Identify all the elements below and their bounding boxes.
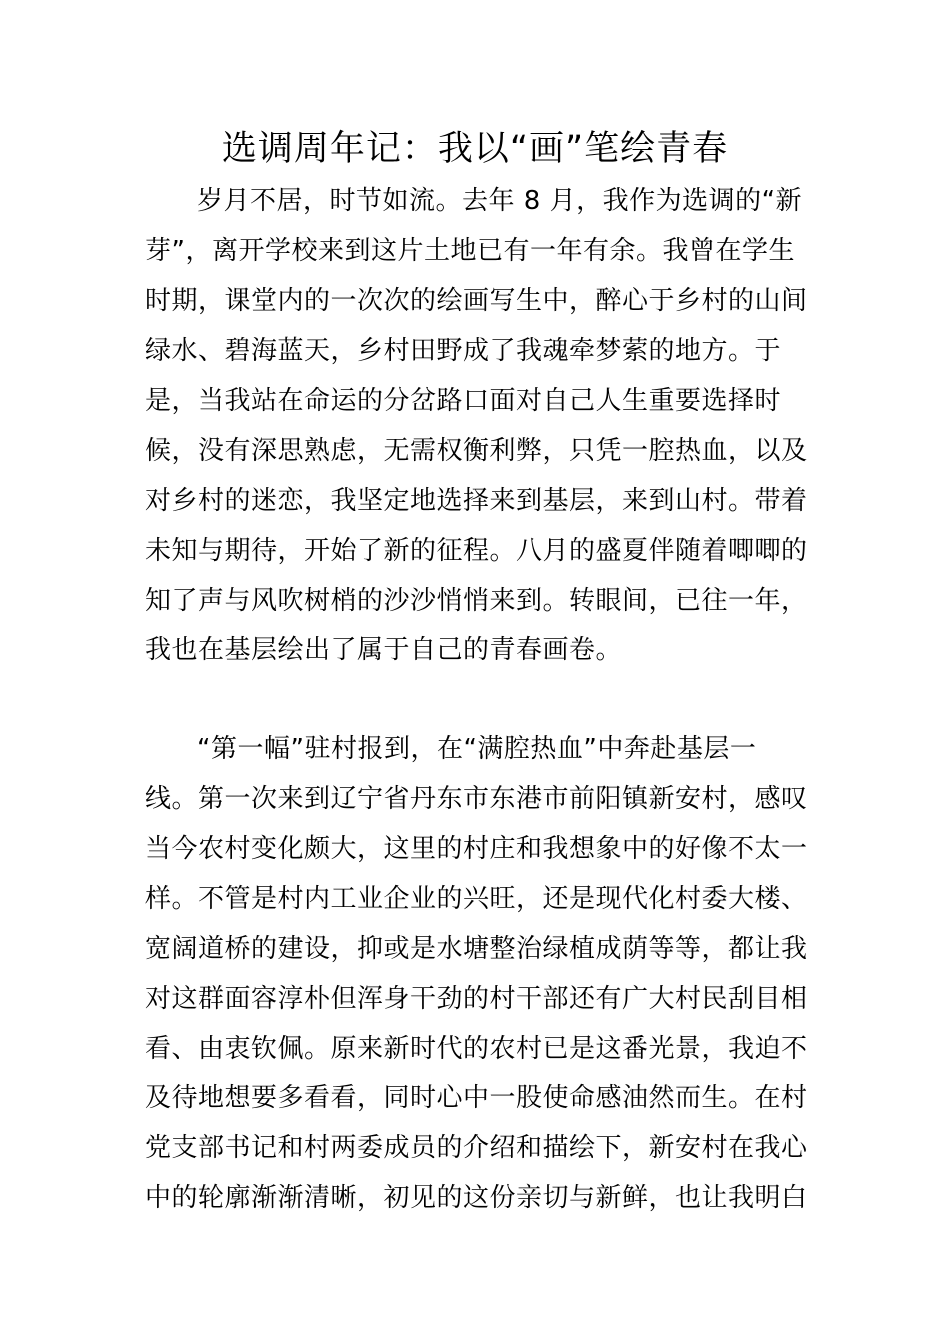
paragraph-1-line-3: 时期，课堂内的一次次的绘画写生中，醉心于乡村的山间 xyxy=(145,286,808,316)
paragraph-2-line-8: 及待地想要多看看，同时心中一股使命感油然而生。在村 xyxy=(145,1083,808,1113)
paragraph-1-line-2: 芽”，离开学校来到这片土地已有一年有余。我曾在学生 xyxy=(145,236,795,266)
paragraph-1-line-10: 我也在基层绘出了属于自己的青春画卷。 xyxy=(145,635,623,665)
paragraph-2-line-5: 宽阔道桥的建设，抑或是水塘整治绿植成荫等等，都让我 xyxy=(145,934,808,964)
paragraph-1-line-8: 未知与期待，开始了新的征程。八月的盛夏伴随着唧唧的 xyxy=(145,536,808,566)
paragraph-2-line-3: 当今农村变化颇大，这里的村庄和我想象中的好像不太一 xyxy=(145,834,808,864)
paragraph-1-line-5: 是，当我站在命运的分岔路口面对自己人生重要选择时 xyxy=(145,386,782,416)
paragraph-1-line-9: 知了声与风吹树梢的沙沙悄悄来到。转眼间，已往一年， xyxy=(145,586,808,616)
paragraph-2-line-10: 中的轮廓渐渐清晰，初见的这份亲切与新鲜，也让我明白 xyxy=(145,1183,808,1213)
paragraph-2-line-9: 党支部书记和村两委成员的介绍和描绘下，新安村在我心 xyxy=(145,1133,808,1163)
paragraph-2-line-6: 对这群面容淳朴但浑身干劲的村干部还有广大村民刮目相 xyxy=(145,984,808,1014)
paragraph-1-line-4: 绿水、碧海蓝天，乡村田野成了我魂牵梦萦的地方。于 xyxy=(145,336,782,366)
paragraph-1-line-6: 候，没有深思熟虑，无需权衡利弊，只凭一腔热血，以及 xyxy=(145,436,808,466)
paragraph-2-line-2: 线。第一次来到辽宁省丹东市东港市前阳镇新安村，感叹 xyxy=(145,784,808,814)
paragraph-2-line-7: 看、由衷钦佩。原来新时代的农村已是这番光景，我迫不 xyxy=(145,1034,808,1064)
paragraph-2-line-4: 样。不管是村内工业企业的兴旺，还是现代化村委大楼、 xyxy=(145,884,808,914)
paragraph-2-line-1: “第一幅”驻村报到，在“满腔热血”中奔赴基层一 xyxy=(197,734,757,764)
document-title: 选调周年记：我以“画”笔绘青春 xyxy=(221,129,729,169)
paragraph-1-line-1: 岁月不居，时节如流。去年 8 月，我作为选调的“新 xyxy=(197,186,803,216)
paragraph-1-line-7: 对乡村的迷恋，我坚定地选择来到基层，来到山村。带着 xyxy=(145,486,808,516)
